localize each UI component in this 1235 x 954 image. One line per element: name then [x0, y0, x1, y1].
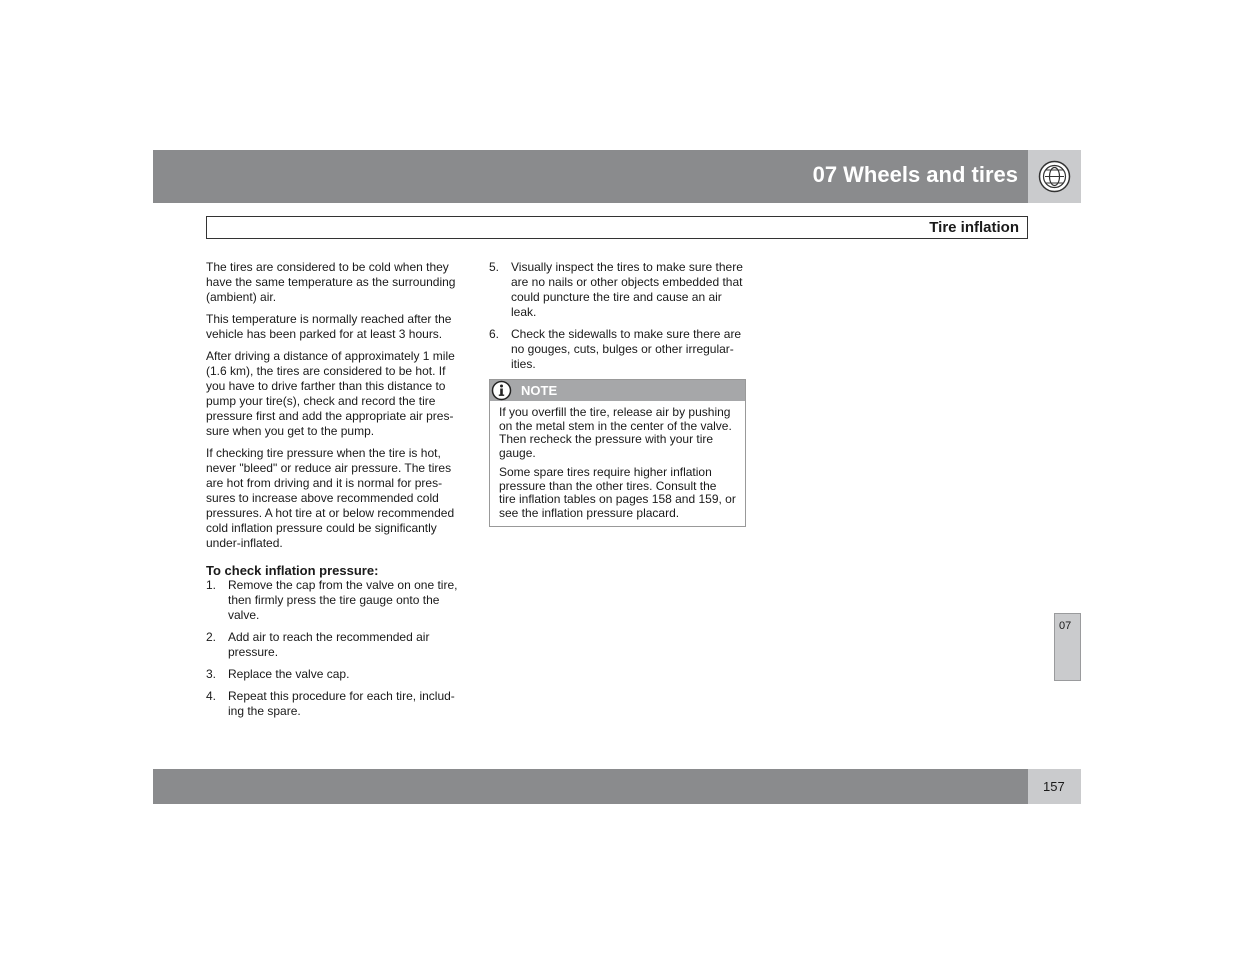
- middle-column: [489, 260, 746, 527]
- wheel-icon: [1038, 160, 1071, 193]
- chapter-icon-box: [1028, 150, 1081, 203]
- note-paragraph: If you overfill the tire, release air by pushing on the metal stem in the center of the valve. Then recheck the pressure with your tire gauge.: [499, 405, 732, 460]
- chapter-side-tab: [1054, 613, 1081, 681]
- note-body: [490, 401, 745, 526]
- paragraph: This temperature is normally reached after the vehicle has been parked for at least 3 hours.: [206, 312, 452, 341]
- procedure-step: [206, 689, 464, 719]
- info-icon: [491, 380, 512, 401]
- step-number: 3.: [206, 667, 217, 681]
- step-number: 4.: [206, 689, 217, 703]
- side-tab-label: 07: [1059, 620, 1072, 632]
- page-number: 157: [1043, 779, 1065, 794]
- procedure-heading: To check inflation pressure:: [206, 563, 379, 578]
- left-column: [206, 260, 464, 726]
- page-number-box: [1028, 769, 1081, 804]
- step-number: 1.: [206, 578, 217, 592]
- step-text: Add air to reach the recommended air pressure.: [228, 630, 430, 659]
- chapter-header-bar: [153, 150, 1028, 203]
- note-label: NOTE: [521, 383, 558, 398]
- step-number: 6.: [489, 327, 500, 341]
- step-text: Remove the cap from the valve on one tire, then firmly press the tire gauge onto the valve.: [228, 578, 458, 622]
- note-paragraph: Some spare tires require higher inflation pressure than the other tires. Consult the tire inflation tables on pages 158 and 159, or see the inflation pressure placard.: [499, 465, 736, 520]
- note-header: [490, 380, 745, 401]
- procedure-step: [489, 260, 746, 320]
- procedure-step: [206, 667, 464, 682]
- section-title-box: [206, 216, 1028, 239]
- paragraph: The tires are considered to be cold when they have the same temperature as the surrounding (ambient) air.: [206, 260, 456, 304]
- footer-bar: [153, 769, 1028, 804]
- chapter-title: 07 Wheels and tires: [812, 162, 1018, 187]
- paragraph: If checking tire pressure when the tire is hot, never "bleed" or reduce air pressure. The tires are hot from driving and it is normal for pres-sures to increase above recommended cold pressures. A hot tire at or below recommended cold inflation pressure could be significantly under-inflated.: [206, 446, 455, 550]
- step-text: Repeat this procedure for each tire, includ-ing the spare.: [228, 689, 455, 718]
- procedure-step: [206, 630, 464, 660]
- section-title: Tire inflation: [929, 219, 1019, 236]
- step-text: Check the sidewalls to make sure there are no gouges, cuts, bulges or other irregular-ities.: [511, 327, 742, 371]
- step-text: Visually inspect the tires to make sure there are no nails or other objects embedded that could puncture the tire and cause an air leak.: [511, 260, 743, 319]
- step-number: 5.: [489, 260, 500, 274]
- step-text: Replace the valve cap.: [228, 667, 350, 681]
- procedure-step: [489, 327, 746, 372]
- note-box: [489, 379, 746, 527]
- step-number: 2.: [206, 630, 217, 644]
- procedure-step: [206, 578, 464, 623]
- paragraph: After driving a distance of approximately 1 mile (1.6 km), the tires are considered to be hot. If you have to drive farther than this distance to pump your tire(s), check and record the tire pressure first and add the appropriate air pres-sure when you get to the pump.: [206, 349, 455, 438]
